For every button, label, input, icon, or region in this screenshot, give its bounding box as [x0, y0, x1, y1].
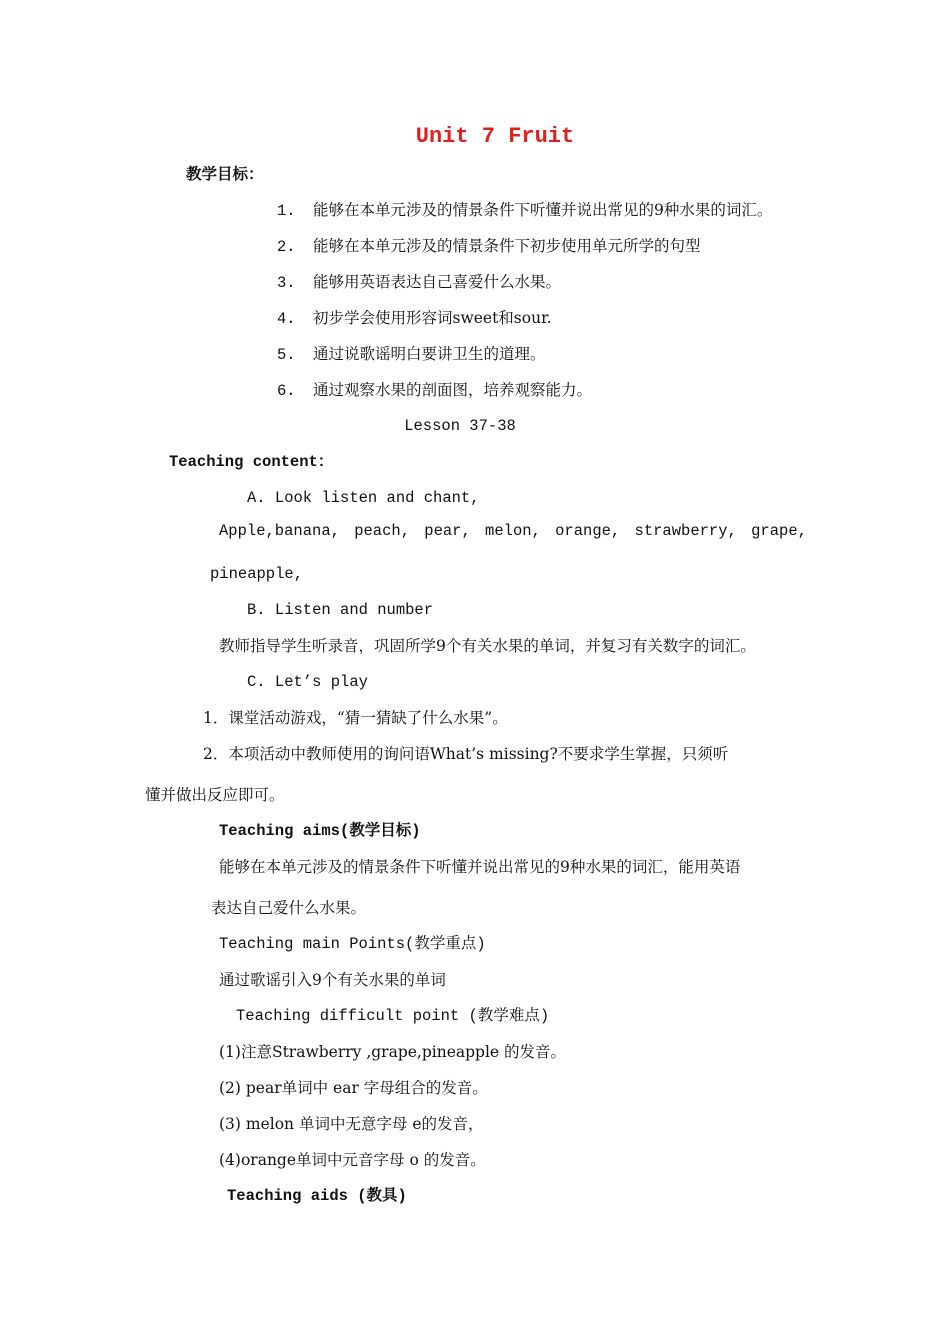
aims-heading: Teaching aims(教学目标)	[219, 822, 421, 840]
fruit-word: strawberry,	[634, 522, 737, 540]
objective-number: 1.	[277, 202, 296, 220]
document-title: Unit 7 Fruit	[415, 124, 575, 149]
difficult-point-item: (1)注意Strawberry ,grape,pineapple 的发音。	[219, 1043, 567, 1061]
objective-text: 通过说歌谣明白要讲卫生的道理。	[313, 345, 546, 363]
section-b: B. Listen and number	[247, 601, 434, 619]
objective-number: 2.	[277, 238, 296, 256]
difficult-point-heading: Teaching difficult point (教学难点)	[236, 1007, 550, 1025]
difficult-point-item: (4)orange单词中元音字母 o 的发音。	[219, 1151, 486, 1169]
fruit-word: melon,	[485, 522, 541, 540]
play-item-2: 2．本项活动中教师使用的询问语What’s missing?不要求学生掌握，只须听	[203, 745, 729, 763]
objective-number: 6.	[277, 382, 296, 400]
fruit-word-last: pineapple,	[210, 565, 304, 583]
fruit-word: orange,	[555, 522, 621, 540]
fruit-word: grape,	[751, 522, 807, 540]
main-points-text: 通过歌谣引入9个有关水果的单词	[219, 971, 446, 989]
objective-item	[277, 200, 772, 221]
fruit-word: pear,	[424, 522, 471, 540]
objective-text: 能够在本单元涉及的情景条件下初步使用单元所学的句型	[313, 237, 701, 255]
objective-text: 能够用英语表达自己喜爱什么水果。	[313, 273, 562, 291]
objective-text: 通过观察水果的剖面图，培养观察能力。	[313, 381, 593, 399]
objective-item	[277, 344, 546, 365]
aims-text: 能够在本单元涉及的情景条件下听懂并说出常见的9种水果的词汇，能用英语	[219, 858, 741, 876]
objective-text: 能够在本单元涉及的情景条件下听懂并说出常见的9种水果的词汇。	[313, 201, 773, 219]
objective-item	[277, 236, 701, 257]
fruit-word: peach,	[354, 522, 410, 540]
lesson-heading: Lesson 37-38	[404, 417, 516, 435]
objective-item	[277, 380, 592, 401]
aids-heading: Teaching aids (教具)	[227, 1187, 407, 1205]
objective-number: 5.	[277, 346, 296, 364]
objective-number: 4.	[277, 310, 296, 328]
objective-number: 3.	[277, 274, 296, 292]
objective-text: 初步学会使用形容词sweet和sour.	[313, 309, 552, 327]
difficult-point-item: (3) melon 单词中无意字母 e的发音，	[219, 1115, 484, 1133]
objective-item	[277, 272, 561, 293]
section-a: A. Look listen and chant,	[247, 489, 480, 507]
fruit-word: Apple,banana,	[219, 522, 340, 540]
aims-text-continued: 表达自己爱什么水果。	[211, 899, 367, 917]
fruit-word-list	[219, 522, 807, 540]
content-heading: Teaching content：	[169, 453, 334, 471]
objective-item	[277, 308, 552, 329]
play-item-1: 1．课堂活动游戏，“猜一猜缺了什么水果”。	[203, 709, 508, 727]
main-points-heading: Teaching main Points(教学重点)	[219, 935, 486, 953]
section-c: C. Let’s play	[247, 673, 368, 691]
objectives-heading: 教学目标：	[186, 164, 264, 183]
play-item-2-continued: 懂并做出反应即可。	[145, 786, 285, 804]
difficult-point-item: (2) pear单词中 ear 字母组合的发音。	[219, 1079, 488, 1097]
section-b-text: 教师指导学生听录音，巩固所学9个有关水果的单词，并复习有关数字的词汇。	[219, 637, 756, 655]
